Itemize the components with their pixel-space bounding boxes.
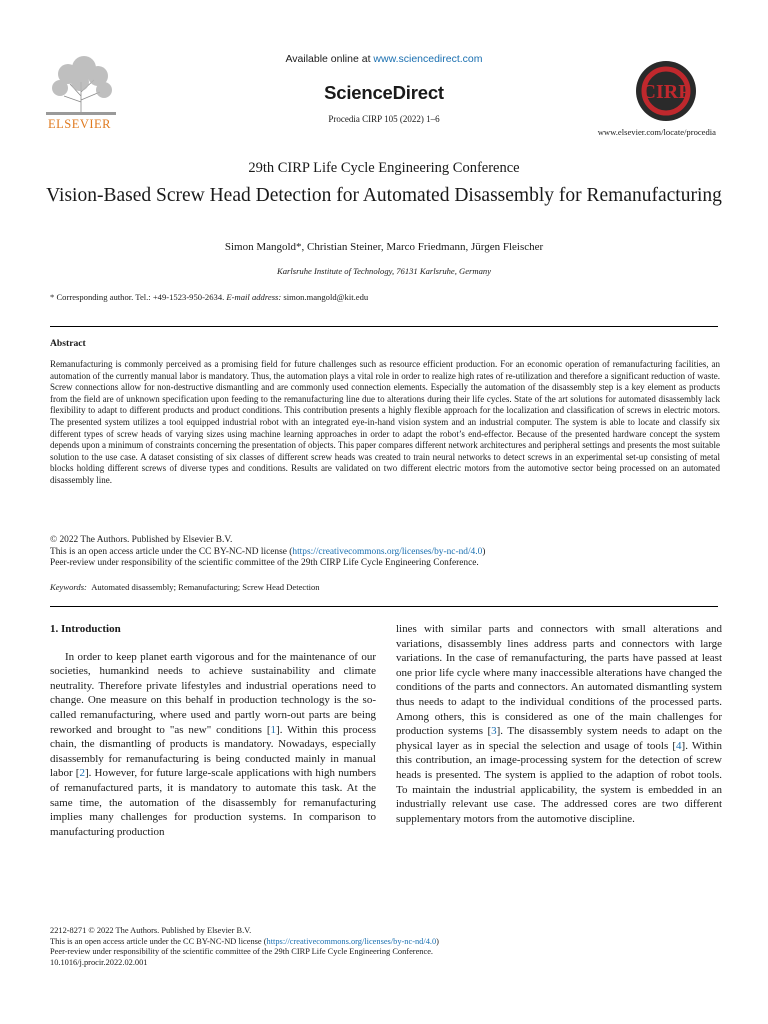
footer-license-close: ) [436,936,439,946]
footer-license-text: This is an open access article under the CC BY-NC-ND license ( [50,936,267,946]
cirp-logo [628,60,704,122]
journal-citation: Procedia CIRP 105 (2022) 1–6 [328,114,440,124]
affiliation: Karlsruhe Institute of Technology, 76131 Karlsruhe, Germany [276,266,492,276]
citation-link-2[interactable]: 2 [79,767,85,780]
body-column-right [396,622,722,826]
keywords-list: Automated disassembly; Remanufacturing; Screw Head Detection [91,582,320,592]
license-link[interactable]: https://creativecommons.org/licenses/by-nc-nd/4.0 [292,546,483,557]
citation-link-4[interactable]: 4 [676,739,682,752]
corresponding-text: * Corresponding author. Tel.: +49-1523-950-2634. [50,292,227,302]
col2-text-a: lines with similar parts and connectors with small alterations and variations, disassembly lines address parts and connectors with large variations. In the case of remanufacturing, the parts have passed at least one prior life cycle where many inaccessible alterations have changed the conditions of the parts and connectors. An automated dismantling system thus needs to adapt to the individual conditions of the processed parts. Among others, this is considered as one of the main challenges for production systems [ [396,623,722,738]
footer-peer-review: Peer-review under responsibility of the scientific committee of the 29th CIRP Life Cycle Engineering Conference. [50,947,434,957]
available-online-text: Available online at [285,53,374,65]
col2-text-b: ]. The disassembly system needs to adapt on the physical layer as in special the selection and usage of tools [ [396,725,722,752]
corresponding-author [50,292,368,302]
copyright-line: © 2022 The Authors. Published by Elsevier B.V. [50,535,233,545]
abstract-paragraph: Remanufacturing is commonly perceived as a promising field for future challenges such as resource efficient production. For an economic operation of remanufacturing facilities, an automation of the currently manual labor is mandatory. Thus, the automation plays a vital role in order to realize high rates of re-utilization and therefore a significant reduction of waste. Screw connections allow for non-destructive dismantling and are commonly used connection elements. Especially the automation of the disassembly step is a key element as products from the field are of unknown specification upon feeding to the remanufacturing line due to alterations during their life cycles. State of the art solutions for automated disassembly lack flexibility to adapt to different products and product conditions. This contribution presents a highly flexible approach for the localization and classification of screws in electric motors. The presented system utilizes a tool equipped industrial robot with an integrated eye-in-hand vision system and an industrial computer. The system is able to locate and classify six different types of screw heads of varying sizes using machine learning approaches in order to adapt the robot’s end-effector. Because of the presented hardware concept the system depends upon a minimum of constraints concerning the presentation of objects. This paper compares different network architectures and peripheral settings and presents the most suitable solution to the use case. A dataset consisting of six classes of different screw heads was created to train neural networks to detect screws in an experimental set-up consisting of metal blocks holding different screws of diverse types and conditions. Results are validated on two different electric motors from the automotive sector being processed on an automated disassembly line. [50,359,720,485]
intro-text-c: ]. However, for future large-scale applications with high numbers of remanufactured parts, it is mandatory to automate this task. At the same time, the automation of the disassembly for remanufacturing implies many challenges for production systems. In comparison to manufacturing production [50,767,376,838]
peer-review-line: Peer-review under responsibility of the scientific committee of the 29th CIRP Life Cycle Engineering Conference. [50,558,479,569]
section-heading-introduction: 1. Introduction [50,623,121,635]
footer-doi[interactable]: 10.1016/j.procir.2022.02.001 [50,957,148,967]
keywords-line [50,582,320,592]
copyright-block [50,535,485,570]
intro-paragraph-continued [396,622,722,826]
conference-name: 29th CIRP Life Cycle Engineering Conference [248,160,520,176]
col2-text-c: ]. Within this contribution, an image-processing system for the detection of screw heads is presented. The system is applied to the adaption of robot tools. To maintain the industrial applicability, the system is embedded in an industrially relevant use case. The addressed cores are two different supplementary motors from the automotive discipline. [396,739,722,825]
body-column-left [50,622,376,839]
elsevier-wordmark: ELSEVIER [48,117,112,131]
license-close: ) [482,546,486,557]
footer-block [50,926,718,968]
email-address[interactable]: simon.mangold@kit.edu [281,292,369,302]
email-label: E-mail address: [226,292,282,302]
footer-license [50,937,718,948]
journal-url[interactable]: www.elsevier.com/locate/procedia [597,127,716,137]
license-line [50,547,485,559]
intro-text-b: ]. Within this process chain, the dismantling of products is mandatory. Nowadays, especially disassembly for remanufacturing is being conducted mainly in manual labor [ [50,723,376,780]
divider-top [50,326,718,327]
author-list: Simon Mangold*, Christian Steiner, Marco Friedmann, Jürgen Fleischer [224,241,544,253]
intro-text-a: In order to keep planet earth vigorous and for the maintenance of our societies, humankind needs to achieve sustainability and climate neutrality. Therefore private lifestyles and industrial operations need to change. One measure on this behalf in production technology is the so-called remanufacturing, where used and partly worn-out parts are being reworked and brought to "as new" conditions [ [50,650,376,736]
citation-link-1[interactable]: 1 [270,723,277,736]
cirp-logo-text: CIRP [641,81,691,103]
divider-bottom [50,606,718,607]
sciencedirect-link[interactable]: www.sciencedirect.com [373,53,483,65]
abstract-body [50,359,720,487]
abstract-heading: Abstract [50,338,86,349]
keywords-label: Keywords: [50,582,87,592]
paper-title: Vision-Based Screw Head Detection for Automated Disassembly for Remanufacturing [46,185,722,206]
sciencedirect-brand: ScienceDirect [324,82,444,103]
footer-issn: 2212-8271 © 2022 The Authors. Published by Elsevier B.V. [50,926,252,935]
citation-link-3[interactable]: 3 [491,725,497,738]
license-text: This is an open access article under the CC BY-NC-ND license ( [50,546,293,557]
footer-license-link[interactable]: https://creativecommons.org/licenses/by-nc-nd/4.0 [266,936,437,946]
intro-paragraph [50,650,376,840]
